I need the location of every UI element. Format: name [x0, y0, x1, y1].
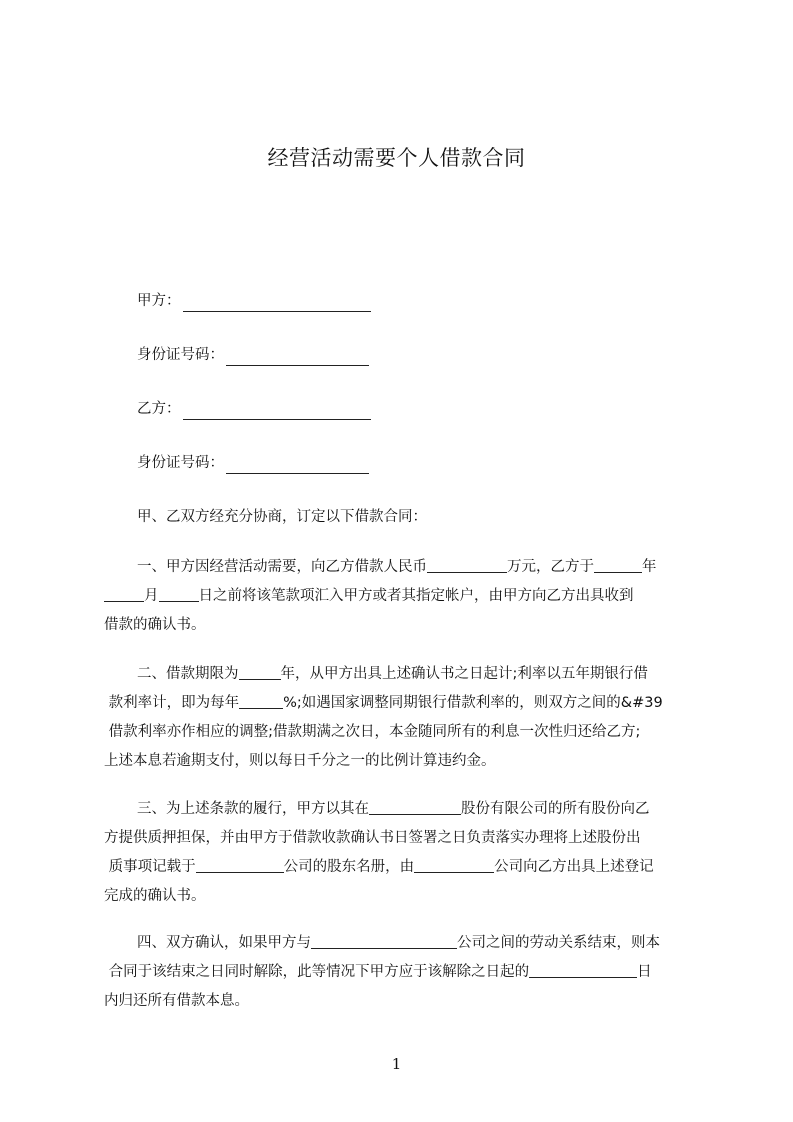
- days-blank: [529, 962, 637, 978]
- clause-2-line-3: 借款利率亦作相应的调整;借款期满之次日，本金随同所有的利息一次性归还给乙方;: [108, 724, 641, 740]
- clause-3-line-3: 质事项记载于 公司的股东名册，由 公司向乙方出具上述登记: [108, 859, 654, 875]
- party-a-field: [137, 290, 371, 312]
- clause-1-line-1: 一、甲方因经营活动需要，向乙方借款人民币 万元，乙方于 年: [137, 559, 657, 575]
- document-title: 经营活动需要个人借款合同: [267, 146, 526, 170]
- party-b-id-blank: [226, 457, 369, 474]
- party-a-label: 甲方：: [137, 293, 181, 309]
- term-blank: [239, 664, 281, 680]
- clause-4-line-1: 四、双方确认，如果甲方与 公司之间的劳动关系结束，则本: [137, 935, 660, 951]
- company-blank-3: [414, 857, 494, 873]
- clause-4-line-2: 合同于该结束之日同时解除，此等情况下甲方应于该解除之日起的 日: [108, 964, 652, 980]
- party-b-field: [137, 398, 371, 420]
- party-a-blank: [183, 295, 371, 312]
- party-b-label: 乙方：: [137, 401, 181, 417]
- clause-2-line-4: 上述本息若逾期支付，则以每日千分之一的比例计算违约金。: [104, 753, 496, 769]
- clause-3: [104, 795, 696, 911]
- clause-1-line-3: 借款的确认书。: [104, 617, 206, 633]
- clause-1-line-2: 月 日之前将该笔款项汇入甲方或者其指定帐户，由甲方向乙方出具收到: [104, 582, 696, 611]
- company-blank-4: [311, 933, 457, 949]
- amount-blank: [427, 557, 507, 573]
- day-blank: [159, 586, 199, 602]
- month-blank: [104, 586, 144, 602]
- party-a-id-field: [137, 344, 369, 366]
- year-blank: [594, 557, 642, 573]
- clause-3-line-1: 三、为上述条款的履行，甲方以其在 股份有限公司的所有股份向乙: [137, 801, 650, 817]
- page-number: 1: [391, 1055, 402, 1073]
- party-b-blank: [183, 403, 371, 420]
- company-blank-1: [369, 799, 461, 815]
- clause-2: [104, 660, 696, 776]
- party-b-id-field: [137, 452, 369, 474]
- clause-3-line-2: 方提供质押担保，并由甲方于借款收款确认书日签署之日负责落实办理将上述股份出: [104, 830, 641, 846]
- clause-4-line-3: 内归还所有借款本息。: [104, 993, 249, 1009]
- clause-4: [104, 929, 696, 1016]
- clause-2-line-1: 二、借款期限为 年，从甲方出具上述确认书之日起计;利率以五年期银行借: [137, 666, 648, 682]
- clause-2-line-2: 款利率计，即为每年 %;如遇国家调整同期银行借款利率的，则双方之间的&#39: [108, 695, 663, 711]
- company-blank-2: [196, 857, 284, 873]
- clause-3-line-4: 完成的确认书。: [104, 888, 206, 904]
- party-a-id-label: 身份证号码：: [137, 347, 224, 363]
- clause-1: [104, 553, 696, 640]
- party-b-id-label: 身份证号码：: [137, 455, 224, 471]
- intro-text: 甲、乙双方经充分协商，订定以下借款合同：: [137, 509, 427, 525]
- rate-blank: [239, 693, 283, 709]
- party-a-id-blank: [226, 349, 369, 366]
